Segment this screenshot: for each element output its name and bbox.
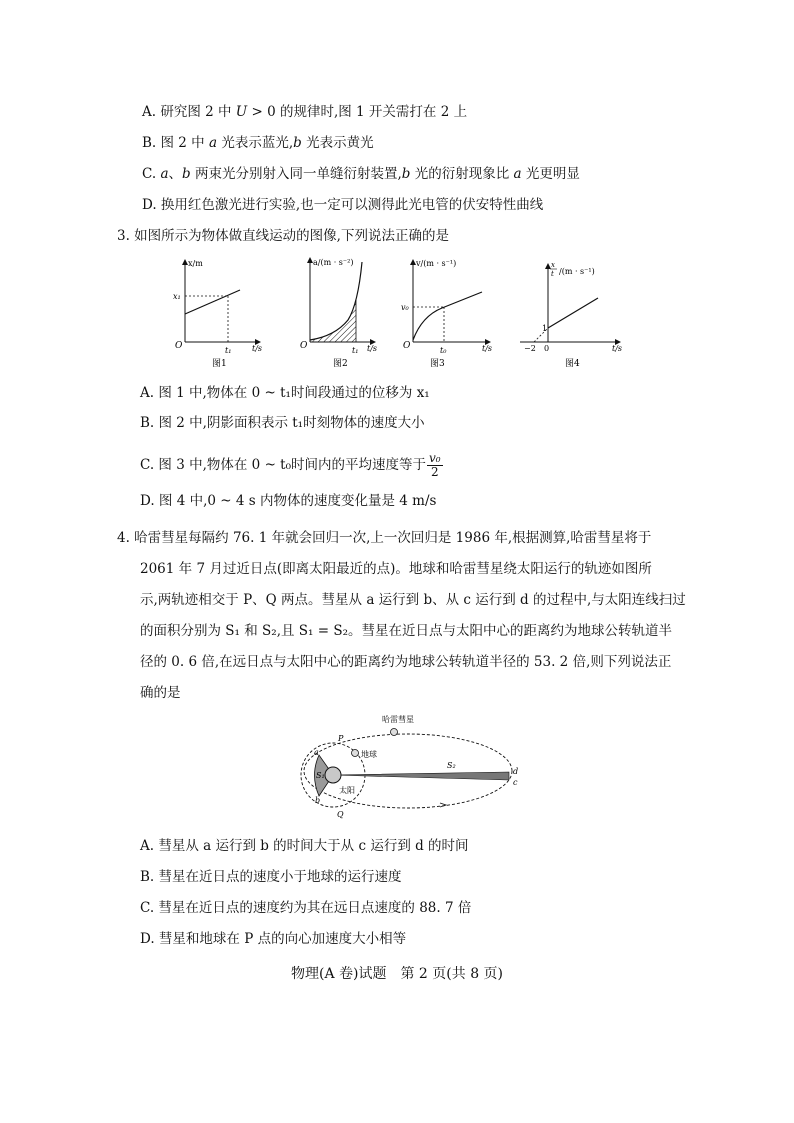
point-q-label: Q <box>337 810 344 819</box>
graph3-caption: 图3 <box>430 359 445 369</box>
q4-stem-line-5: 径的 0. 6 倍,在远日点与太阳中心的距离约为地球公转轨道半径的 53. 2 倍,则下列说法正 <box>140 654 672 670</box>
graph3-curve <box>413 292 482 340</box>
graph2-shaded-area <box>310 300 356 342</box>
graph1-origin: O <box>175 341 183 351</box>
graph2-ylabel: a/(m · s⁻²) <box>313 258 354 267</box>
graph3-xmark: t₀ <box>440 346 447 355</box>
q3-option-d: D. 图 4 中,0 ~ 4 s 内物体的速度变化量是 4 m/s <box>140 493 437 509</box>
q2-option-c: C. a、b 两束光分别射入同一单缝衍射装置,b 光的衍射现象比 a 光更明显 <box>142 166 580 182</box>
q3-option-a: A. 图 1 中,物体在 0 ~ t₁时间段通过的位移为 x₁ <box>140 385 430 401</box>
graph2-origin: O <box>300 341 308 351</box>
graph4-ylabel-num: x <box>551 261 555 269</box>
q4-stem-line-6: 确的是 <box>140 685 181 701</box>
sun <box>325 767 341 783</box>
point-c-label: c <box>513 778 518 787</box>
q2-option-d: D. 换用红色激光进行实验,也一定可以测得此光电管的伏安特性曲线 <box>142 197 544 213</box>
point-d-label: d <box>513 767 519 776</box>
graph1-line <box>185 290 240 314</box>
graph1-caption: 图1 <box>212 359 227 369</box>
graph2-xmark: t₁ <box>352 346 359 355</box>
q2-option-a: A. 研究图 2 中 U > 0 的规律时,图 1 开关需打在 2 上 <box>142 104 468 120</box>
graph4-xlabel: t/s <box>612 344 623 353</box>
q4-option-c: C. 彗星在近日点的速度约为其在远日点速度的 88. 7 倍 <box>140 900 472 916</box>
q4-orbit-diagram <box>295 710 525 822</box>
graph-4 <box>520 261 622 369</box>
graph2-caption: 图2 <box>333 359 348 369</box>
graph4-ylabel-rest: /(m · s⁻¹) <box>559 267 595 276</box>
graph3-ylabel: v/(m · s⁻¹) <box>416 259 457 268</box>
graph-3 <box>401 259 492 369</box>
s2-wedge <box>333 772 509 780</box>
q2-option-b: B. 图 2 中 a 光表示蓝光,b 光表示黄光 <box>142 135 374 151</box>
q4-stem-line-1: 4. 哈雷彗星每隔约 76. 1 年就会回归一次,上一次回归是 1986 年,根据测算,哈雷彗星将于 <box>117 530 652 546</box>
graph1-xmark: t₁ <box>225 346 232 355</box>
q4-stem-line-2: 2061 年 7 月过近日点(即离太阳最近的点)。地球和哈雷彗星绕太阳运行的轨迹如图所 <box>140 561 652 577</box>
graph4-xneg: −2 <box>524 344 536 353</box>
graph3-xlabel: t/s <box>482 344 493 353</box>
graph3-ymark: v₀ <box>401 303 409 312</box>
q4-stem-line-3: 示,两轨迹相交于 P、Q 两点。彗星从 a 运行到 b、从 c 运行到 d 的过程中,与太阳连线扫过 <box>140 592 686 608</box>
q4-option-b: B. 彗星在近日点的速度小于地球的运行速度 <box>140 869 402 885</box>
point-a-label: a <box>314 748 319 757</box>
graph1-xlabel: t/s <box>252 344 263 353</box>
q3-stem: 3. 如图所示为物体做直线运动的图像,下列说法正确的是 <box>117 228 449 244</box>
graph4-ylabel-den: t <box>551 270 554 278</box>
q4-stem-line-4: 的面积分别为 S₁ 和 S₂,且 S₁ = S₂。彗星在近日点与太阳中心的距离约为地球公转轨道半 <box>140 623 672 639</box>
graph1-ylabel: x/m <box>188 259 203 268</box>
q3-option-c: C. 图 3 中,物体在 0 ~ t₀时间内的平均速度等于 $\frac{\text{v₀}}{2}$ <box>140 451 441 479</box>
q4-option-a: A. 彗星从 a 运行到 b 的时间大于从 c 运行到 d 的时间 <box>140 838 469 854</box>
earth-label: 地球 <box>361 750 377 759</box>
page-footer: 物理(A 卷)试题 第 2 页(共 8 页) <box>290 966 504 982</box>
graph3-origin: O <box>403 341 411 351</box>
q4-option-d: D. 彗星和地球在 P 点的向心加速度大小相等 <box>140 931 407 947</box>
comet <box>391 729 398 736</box>
s2-label: S₂ <box>447 761 456 770</box>
graph1-ymark: x₁ <box>173 292 181 301</box>
graph4-caption: 图4 <box>565 359 580 369</box>
graph4-ymark: 1 <box>542 324 548 333</box>
q3-option-c-fraction: $\frac{\text{v₀}}{2}$ <box>429 451 441 479</box>
comet-label: 哈雷彗星 <box>382 715 414 724</box>
q3-option-b: B. 图 2 中,阴影面积表示 t₁时刻物体的速度大小 <box>140 415 425 431</box>
point-p-label: P <box>338 734 344 743</box>
s1-label: S₁ <box>316 771 325 780</box>
q3-graphs <box>170 252 640 372</box>
point-b-label: b <box>315 796 321 805</box>
graph4-line <box>548 298 598 328</box>
earth <box>352 750 359 757</box>
graph-2 <box>300 258 377 369</box>
graph4-origin: 0 <box>544 344 550 353</box>
sun-label: 太阳 <box>339 786 355 795</box>
graph2-xlabel: t/s <box>367 344 378 353</box>
graph-1 <box>173 259 262 369</box>
